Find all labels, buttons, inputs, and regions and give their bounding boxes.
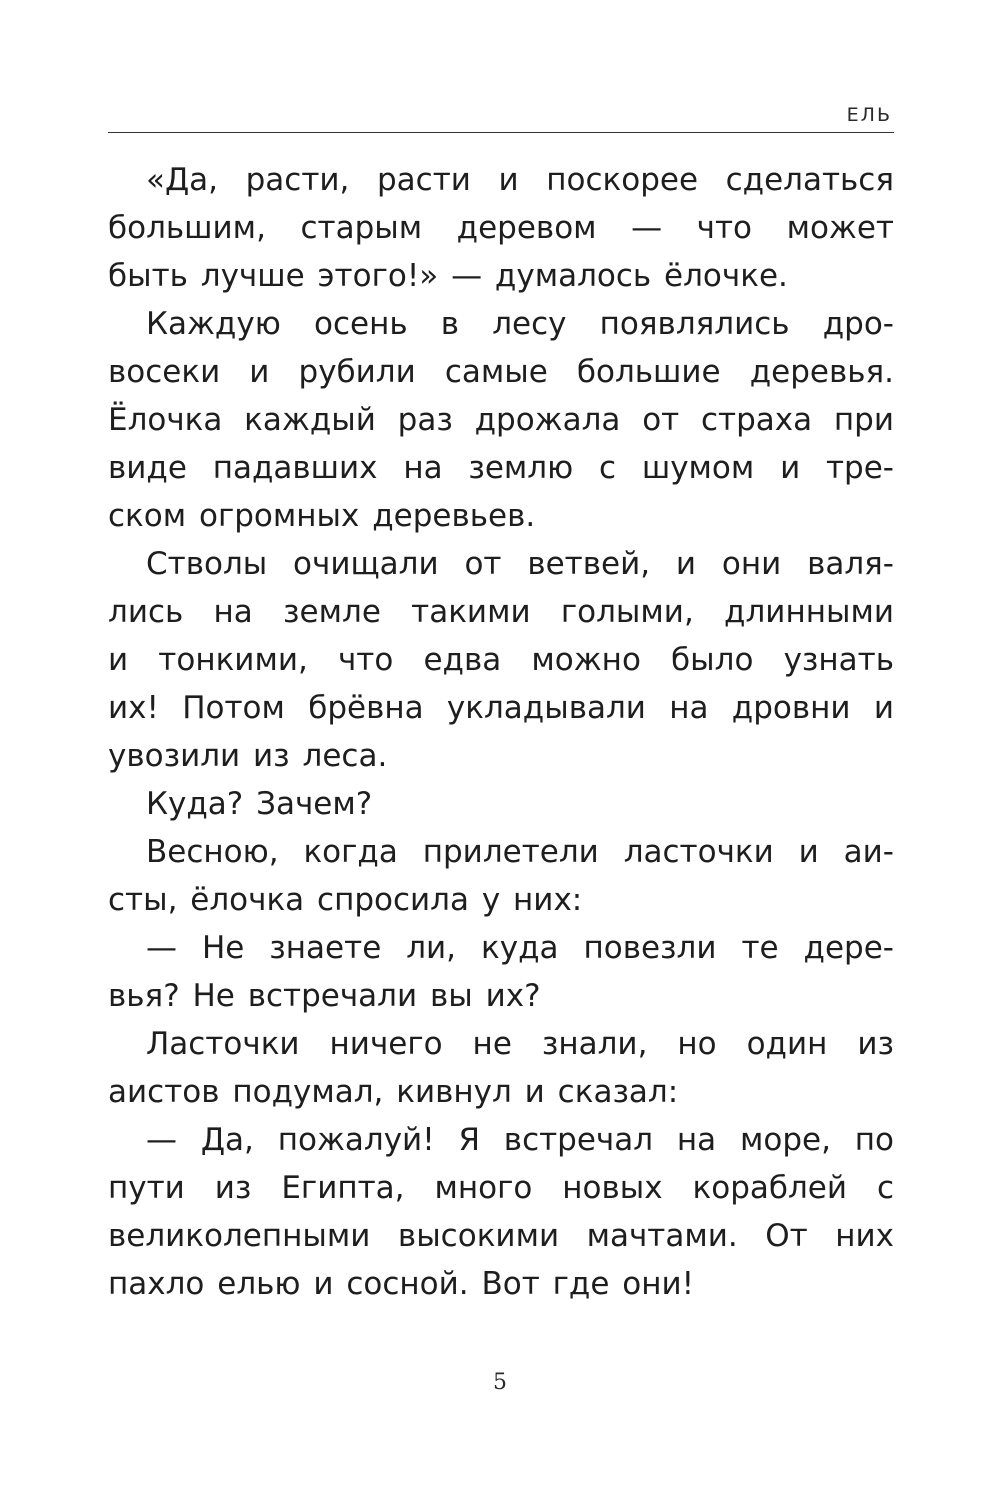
running-title: ЕЛЬ: [846, 104, 892, 126]
text-line: Ёлочка каждый раз дрожала от страха при: [108, 402, 894, 438]
text-line: и тонкими, что едва можно было узнать: [108, 642, 894, 678]
text-line: вья? Не встречали вы их?: [108, 978, 541, 1014]
text-line: — Не знаете ли, куда повезли те дере-: [146, 930, 894, 966]
text-line: ском огромных деревьев.: [108, 498, 536, 534]
text-line: увозили из леса.: [108, 738, 388, 774]
text-line: виде падавших на землю с шумом и тре-: [108, 450, 894, 486]
text-line: Ласточки ничего не знали, но один из: [146, 1026, 894, 1062]
text-line: Каждую осень в лесу появлялись дро-: [146, 306, 894, 342]
text-line: большим, старым деревом — что может: [108, 210, 894, 246]
text-line: великолепными высокими мачтами. От них: [108, 1218, 894, 1254]
text-line: Весною, когда прилетели ласточки и аи-: [146, 834, 894, 870]
text-line: лись на земле такими голыми, длинными: [108, 594, 894, 630]
text-line: Стволы очищали от ветвей, и они валя-: [146, 546, 894, 582]
text-line: «Да, расти, расти и поскорее сделаться: [146, 162, 894, 198]
text-line: сты, ёлочка спросила у них:: [108, 882, 583, 918]
text-line: пахло елью и сосной. Вот где они!: [108, 1266, 695, 1302]
header-rule: [108, 132, 894, 133]
text-line: Куда? Зачем?: [146, 786, 373, 822]
page-number: 5: [493, 1370, 507, 1395]
text-line: восеки и рубили самые большие деревья.: [108, 354, 894, 390]
text-line: быть лучше этого!» — думалось ёлочке.: [108, 258, 788, 294]
text-line: их! Потом брёвна укладывали на дровни и: [108, 690, 894, 726]
text-line: — Да, пожалуй! Я встречал на море, по: [146, 1122, 894, 1158]
text-line: пути из Египта, много новых кораблей с: [108, 1170, 894, 1206]
text-line: аистов подумал, кивнул и сказал:: [108, 1074, 679, 1110]
story-text: [108, 156, 894, 1308]
